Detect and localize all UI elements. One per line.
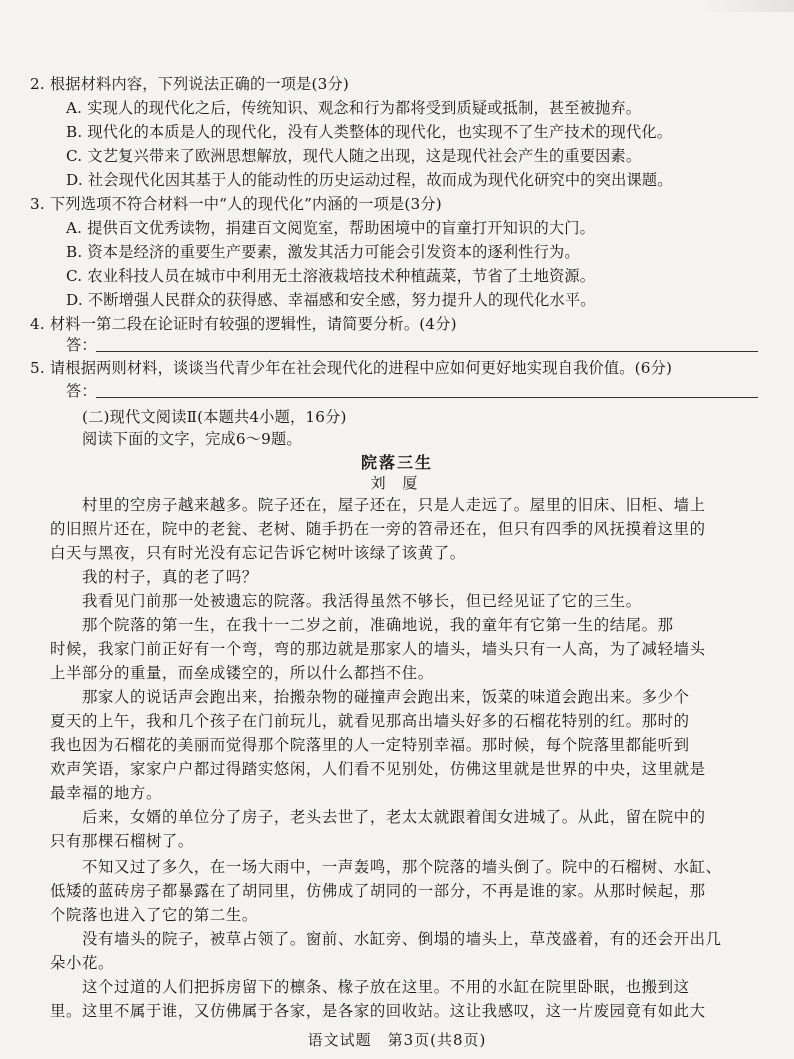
q4-answer-label: 答： <box>66 336 97 354</box>
article-line: 不知又过了多久，在一场大雨中，一声轰鸣，那个院落的墙头倒了。院中的石榴树、水缸、 <box>82 858 722 876</box>
article-line: 最幸福的地方。 <box>50 784 162 802</box>
section-heading: (二)现代文阅读Ⅱ(本题共4小题，16分) <box>82 408 347 426</box>
article-line: 里。这里不属于谁，又仿佛属于各家，是各家的回收站。这让我感叹，这一片废园竟有如此大 <box>50 1002 706 1020</box>
scan-corner-shadow <box>704 0 794 12</box>
article-line: 的旧照片还在，院中的老瓮、老树、随手扔在一旁的笤帚还在，但只有四季的风抚摸着这里的 <box>50 520 706 538</box>
article-line: 个院落也进入了它的第二生。 <box>50 906 258 924</box>
article-line: 时候，我家门前正好有一个弯，弯的那边就是那家人的墙头，墙头只有一人高，为了减轻墙头 <box>50 640 706 658</box>
article-line: 上半部分的重量，而垒成镂空的，所以什么都挡不住。 <box>50 664 434 682</box>
q2-option-d: D. 社会现代化因其基于人的能动性的历史运动过程，故而成为现代化研究中的突出课题。 <box>66 171 673 189</box>
article-line: 后来，女婿的单位分了房子，老头去世了，老太太就跟着闺女进城了。从此，留在院中的 <box>82 808 706 826</box>
section-instruction: 阅读下面的文字，完成6～9题。 <box>82 430 302 448</box>
article-line: 我的村子，真的老了吗？ <box>82 568 258 586</box>
article-line: 没有墙头的院子，被草占领了。窗前、水缸旁、倒塌的墙头上，草茂盛着，有的还会开出几 <box>82 930 722 948</box>
q2-option-a: A. 实现人的现代化之后，传统知识、观念和行为都将受到质疑或抵制，甚至被抛弃。 <box>66 99 642 117</box>
article-line: 那家人的说话声会跑出来，抬搬杂物的碰撞声会跑出来，饭菜的味道会跑出来。多少个 <box>82 688 690 706</box>
q2-option-b: B. 现代化的本质是人的现代化，没有人类整体的现代化，也实现不了生产技术的现代化。 <box>66 123 673 141</box>
q2-option-c: C. 文艺复兴带来了欧洲思想解放，现代人随之出现，这是现代社会产生的重要因素。 <box>66 147 642 165</box>
article-author: 刘 厦 <box>370 474 424 492</box>
q5-answer-line[interactable] <box>96 397 758 398</box>
q3-option-a: A. 提供百文优秀读物，捐建百文阅览室，帮助困境中的盲童打开知识的大门。 <box>66 219 596 237</box>
page-footer: 语文试题 第3页(共8页) <box>307 1031 487 1049</box>
q4-stem: 4. 材料一第二段在论证时有较强的逻辑性，请简要分析。(4分) <box>30 315 457 333</box>
article-line: 只有那棵石榴树了。 <box>50 832 194 850</box>
article-line: 欢声笑语，家家户户都过得踏实悠闲，人们看不见别处，仿佛这里就是世界的中央，这里就是 <box>50 760 706 778</box>
q4-answer-line[interactable] <box>96 351 758 352</box>
article-line: 这个过道的人们把拆房留下的檩条、椽子放在这里。不用的水缸在院里卧眠，也搬到这 <box>82 978 690 996</box>
q5-answer-label: 答： <box>66 382 97 400</box>
article-line: 村里的空房子越来越多。院子还在，屋子还在，只是人走远了。屋里的旧床、旧柜、墙上 <box>82 496 706 514</box>
q3-stem: 3. 下列选项不符合材料一中“人的现代化”内涵的一项是(3分) <box>30 195 442 213</box>
q3-option-b: B. 资本是经济的重要生产要素，激发其活力可能会引发资本的逐利性行为。 <box>66 243 580 261</box>
article-line: 那个院落的第一生，在我十一二岁之前，准确地说，我的童年有它第一生的结尾。那 <box>82 616 674 634</box>
article-line: 低矮的蓝砖房子都暴露在了胡同里，仿佛成了胡同的一部分，不再是谁的家。从那时候起，那 <box>50 882 706 900</box>
q3-option-c: C. 农业科技人员在城市中利用无土溶液栽培技术种植蔬菜，节省了土地资源。 <box>66 267 596 285</box>
article-line: 我看见门前那一处被遗忘的院落。我活得虽然不够长，但已经见证了它的三生。 <box>82 592 642 610</box>
q3-option-d: D. 不断增强人民群众的获得感、幸福感和安全感，努力提升人的现代化水平。 <box>66 291 596 309</box>
article-title: 院落三生 <box>360 453 433 472</box>
article-line: 我也因为石榴花的美丽而觉得那个院落里的人一定特别幸福。那时候，每个院落里都能听到 <box>50 736 690 754</box>
q5-stem: 5. 请根据两则材料，谈谈当代青少年在社会现代化的进程中应如何更好地实现自我价值。(6分) <box>30 359 673 377</box>
article-line: 白天与黑夜，只有时光没有忘记告诉它树叶该绿了该黄了。 <box>50 544 466 562</box>
article-line: 夏天的上午，我和几个孩子在门前玩儿，就看见那高出墙头好多的石榴花特别的红。那时的 <box>50 712 690 730</box>
article-line: 朵小花。 <box>50 954 114 972</box>
q2-stem: 2. 根据材料内容，下列说法正确的一项是(3分) <box>30 75 350 93</box>
